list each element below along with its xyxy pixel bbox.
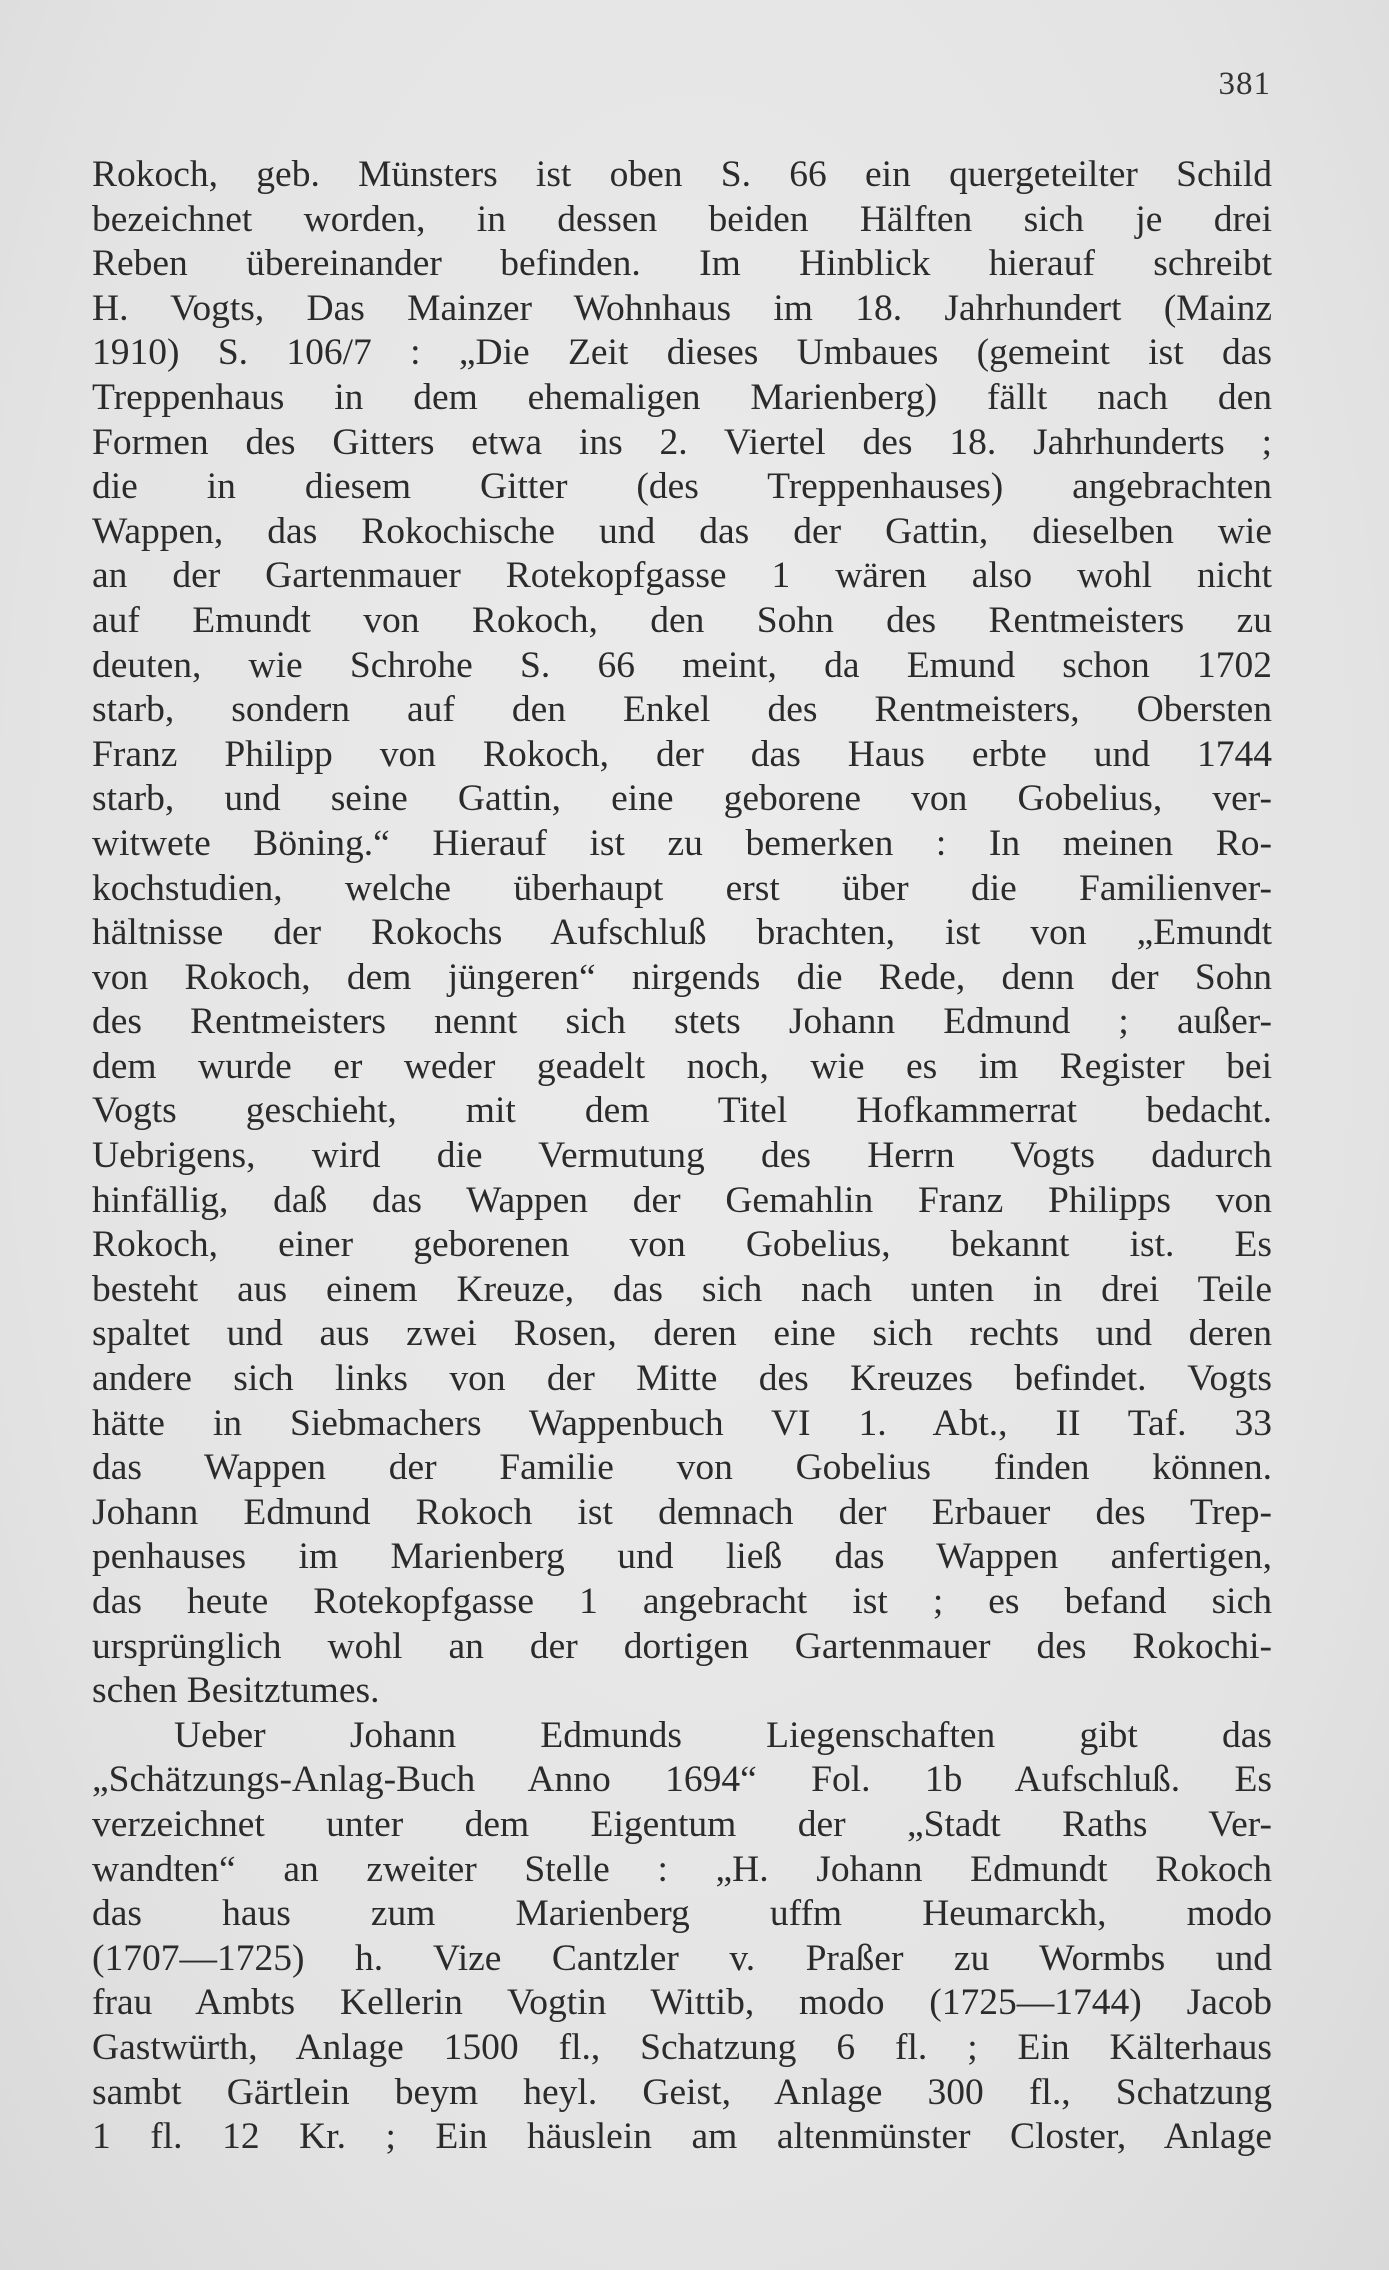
text-line: hätte in Siebmachers Wappenbuch VI 1. Abt., II Taf. 33 bbox=[92, 1402, 1272, 1444]
text-line: Rokoch, geb. Münsters ist oben S. 66 ein quergeteilter Schild bbox=[92, 154, 1272, 195]
text-line: witwete Böning.“ Hierauf ist zu bemerken : In meinen Ro- bbox=[92, 822, 1272, 864]
text-line: „Schätzungs-Anlag-Buch Anno 1694“ Fol. 1b Aufschluß. Es bbox=[92, 1759, 1272, 1801]
text-line: H. Vogts, Das Mainzer Wohnhaus im 18. Jahrhundert (Mainz bbox=[92, 287, 1272, 329]
text-line: (1707—1725) h. Vize Cantzler v. Praßer zu Wormbs und bbox=[92, 1937, 1272, 1979]
text-line: an der Gartenmauer Rotekopfgasse 1 wären also wohl nicht bbox=[92, 555, 1272, 597]
text-line: kochstudien, welche überhaupt erst über die Familienver- bbox=[92, 867, 1272, 909]
text-line: hältnisse der Rokochs Aufschluß brachten, ist von „Emundt bbox=[92, 912, 1272, 954]
text-line: Treppenhaus in dem ehemaligen Marienberg) fällt nach den bbox=[92, 376, 1272, 418]
text-line: verzeichnet unter dem Eigentum der „Stadt Raths Ver- bbox=[92, 1803, 1272, 1845]
text-line: bezeichnet worden, in dessen beiden Hälften sich je drei bbox=[92, 198, 1272, 240]
text-line: sambt Gärtlein beym heyl. Geist, Anlage 300 fl., Schatzung bbox=[92, 2071, 1272, 2113]
text-line: auf Emundt von Rokoch, den Sohn des Rentmeisters zu bbox=[92, 599, 1272, 641]
text-line: des Rentmeisters nennt sich stets Johann Edmund ; außer- bbox=[92, 1001, 1272, 1043]
text-line: andere sich links von der Mitte des Kreuzes befindet. Vogts bbox=[92, 1358, 1272, 1400]
text-line: Franz Philipp von Rokoch, der das Haus erbte und 1744 bbox=[92, 733, 1272, 775]
text-line: 1 fl. 12 Kr. ; Ein häuslein am altenmünster Closter, Anlage bbox=[92, 2116, 1272, 2158]
text-line: das Wappen der Familie von Gobelius finden können. bbox=[92, 1447, 1272, 1489]
text-line: starb, sondern auf den Enkel des Rentmeisters, Obersten bbox=[92, 689, 1272, 731]
text-line: ursprünglich wohl an der dortigen Gartenmauer des Rokochi- bbox=[92, 1625, 1272, 1667]
text-line: Reben übereinander befinden. Im Hinblick hierauf schreibt bbox=[92, 243, 1272, 285]
text-line: die in diesem Gitter (des Treppenhauses) angebrachten bbox=[92, 466, 1272, 508]
text-line: 1910) S. 106/7 : „Die Zeit dieses Umbaues (gemeint ist das bbox=[92, 332, 1272, 374]
text-line: das heute Rotekopfgasse 1 angebracht ist ; es befand sich bbox=[92, 1581, 1272, 1622]
body-text bbox=[92, 153, 1272, 2160]
text-line: Wappen, das Rokochische und das der Gattin, dieselben wie bbox=[92, 510, 1272, 552]
text-line: besteht aus einem Kreuze, das sich nach unten in drei Teile bbox=[92, 1268, 1272, 1310]
text-line: schen Besitztumes. bbox=[92, 1670, 380, 1712]
text-line: hinfällig, daß das Wappen der Gemahlin Franz Philipps von bbox=[92, 1179, 1272, 1221]
text-line: wandten“ an zweiter Stelle : „H. Johann Edmundt Rokoch bbox=[92, 1848, 1272, 1890]
text-line: Gastwürth, Anlage 1500 fl., Schatzung 6 fl. ; Ein Kälterhaus bbox=[92, 2026, 1272, 2068]
text-line: deuten, wie Schrohe S. 66 meint, da Emund schon 1702 bbox=[92, 644, 1272, 686]
text-line: Uebrigens, wird die Vermutung des Herrn Vogts dadurch bbox=[92, 1135, 1272, 1177]
page-number: 381 bbox=[1218, 66, 1271, 102]
text-line: Ueber Johann Edmunds Liegenschaften gibt das bbox=[174, 1714, 1272, 1756]
text-line: Vogts geschieht, mit dem Titel Hofkammerrat bedacht. bbox=[92, 1090, 1272, 1132]
text-line: starb, und seine Gattin, eine geborene von Gobelius, ver- bbox=[92, 778, 1272, 820]
text-line: Formen des Gitters etwa ins 2. Viertel des 18. Jahrhunderts ; bbox=[92, 421, 1272, 463]
text-line: dem wurde er weder geadelt noch, wie es im Register bei bbox=[92, 1045, 1272, 1087]
text-line: Rokoch, einer geborenen von Gobelius, bekannt ist. Es bbox=[92, 1224, 1272, 1266]
text-line: Johann Edmund Rokoch ist demnach der Erbauer des Trep- bbox=[92, 1491, 1272, 1533]
text-line: das haus zum Marienberg uffm Heumarckh, modo bbox=[92, 1893, 1272, 1935]
text-line: von Rokoch, dem jüngeren“ nirgends die Rede, denn der Sohn bbox=[92, 956, 1272, 998]
text-line: frau Ambts Kellerin Vogtin Wittib, modo (1725—1744) Jacob bbox=[92, 1982, 1272, 2024]
text-line: spaltet und aus zwei Rosen, deren eine sich rechts und deren bbox=[92, 1313, 1272, 1355]
text-line: penhauses im Marienberg und ließ das Wappen anfertigen, bbox=[92, 1536, 1272, 1578]
